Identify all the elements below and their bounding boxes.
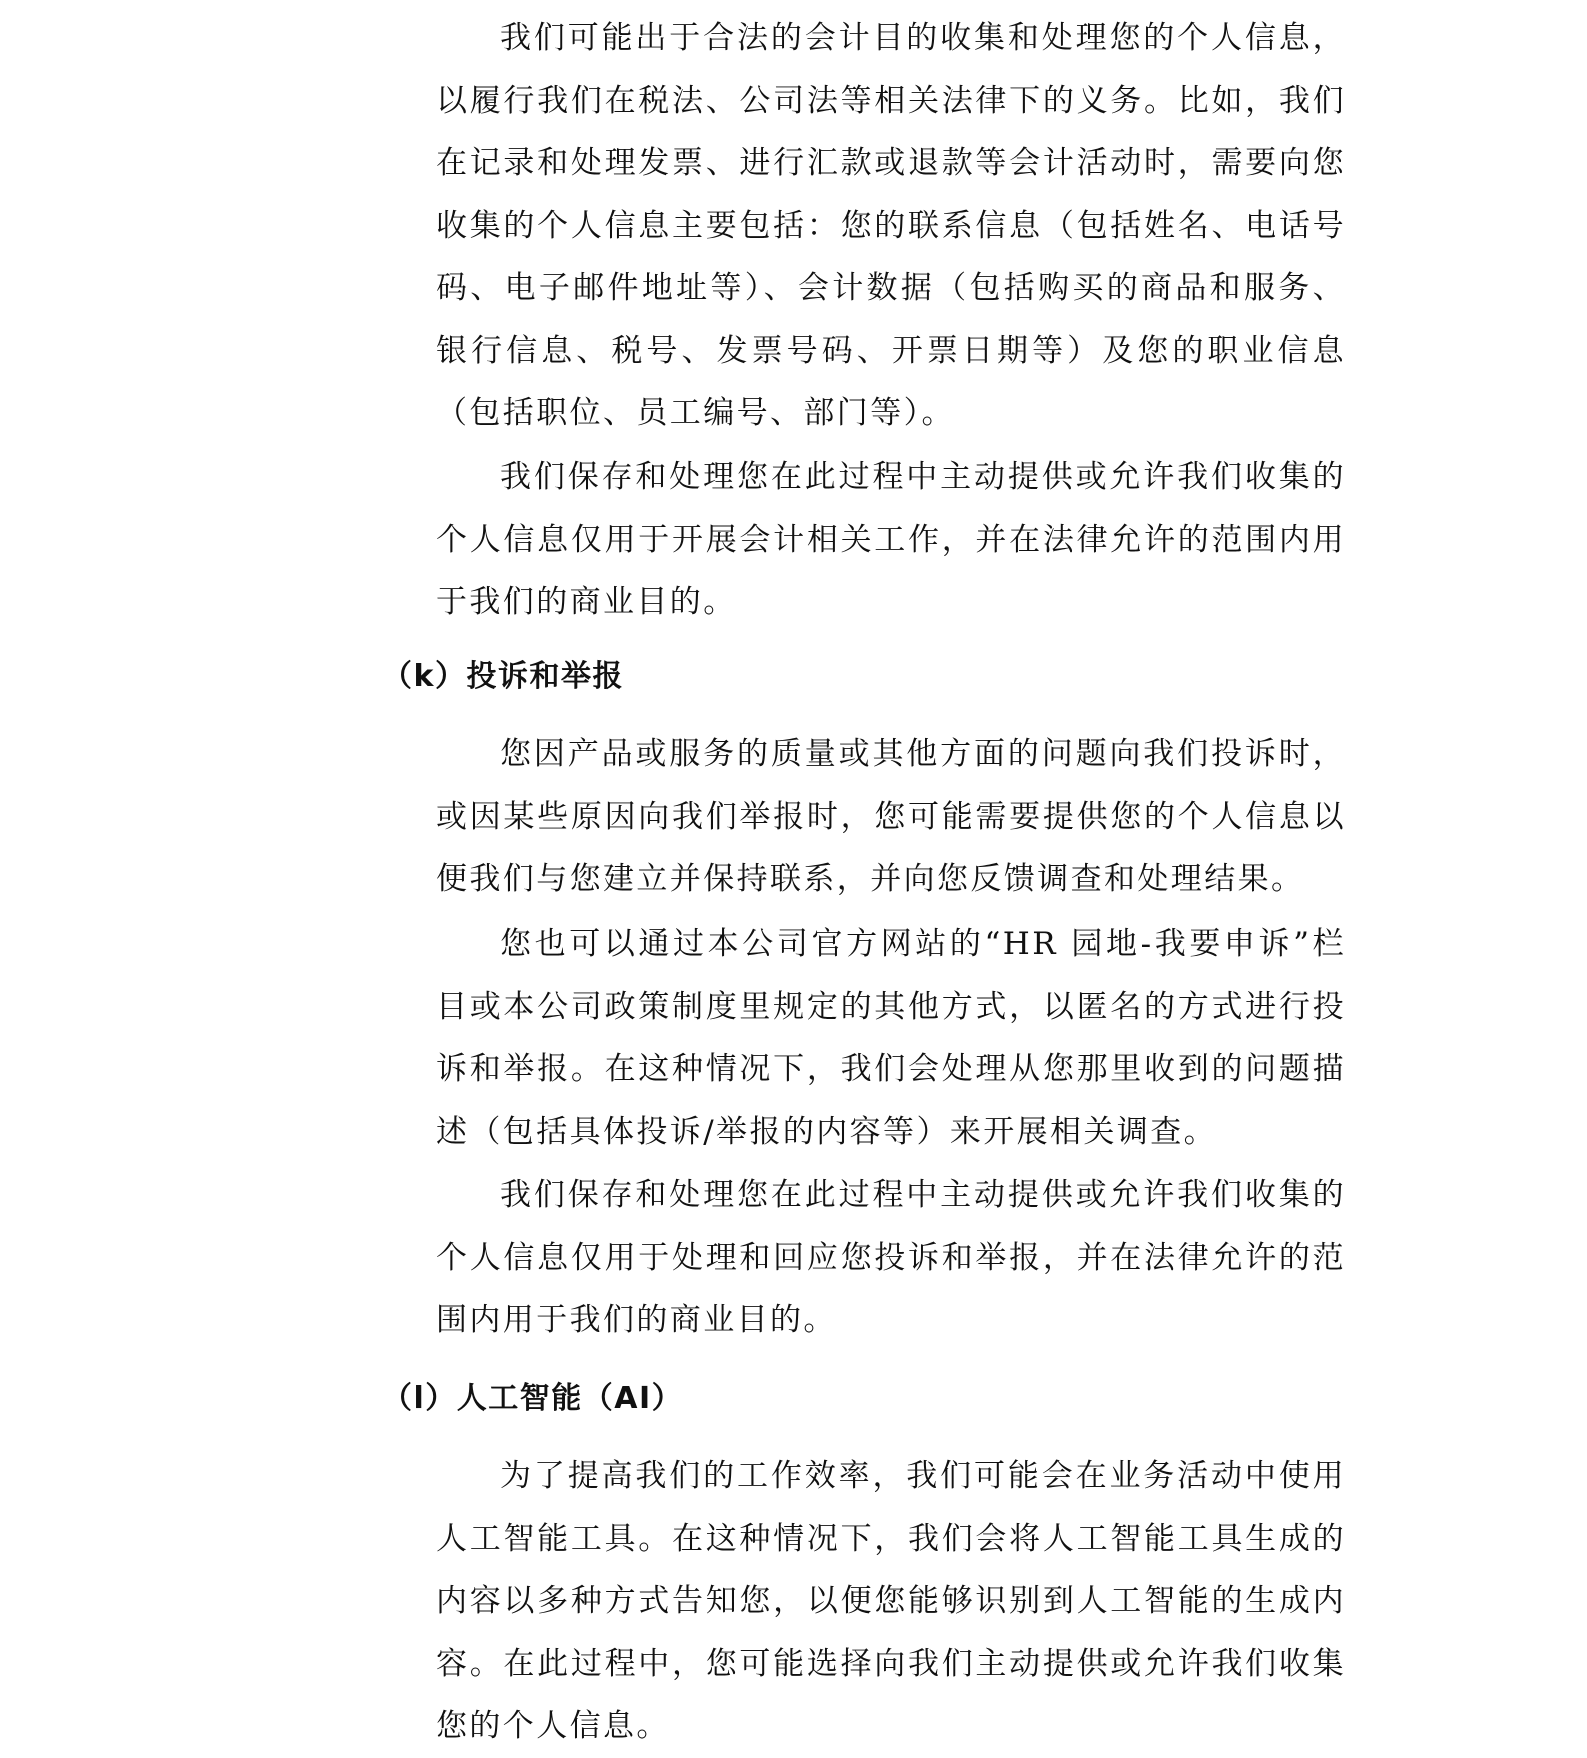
paragraph-ai-tools: 为了提高我们的工作效率，我们可能会在业务活动中使用人工智能工具。在这种情况下，我们会将人工智能工具生成的内容以多种方式告知您，以便您能够识别到人工智能的生成内容。在此过程中，您可能选择向我们主动提供或允许我们收集您的个人信息。: [436, 1458, 1346, 1744]
paragraph-accounting-use: 我们保存和处理您在此过程中主动提供或允许我们收集的个人信息仅用于开展会计相关工作，并在法律允许的范围内用于我们的商业目的。: [436, 459, 1346, 620]
paragraph-accounting-purpose: 我们可能出于合法的会计目的收集和处理您的个人信息，以履行我们在税法、公司法等相关法律下的义务。比如，我们在记录和处理发票、进行汇款或退款等会计活动时，需要向您收集的个人信息主要包括：您的联系信息（包括姓名、电话号码、电子邮件地址等）、会计数据（包括购买的商品和服务、银行信息、税号、发票号码、开票日期等）及您的职业信息（包括职位、员工编号、部门等）。: [436, 20, 1346, 431]
paragraph-anonymous-report: 您也可以通过本公司官方网站的“HR 园地-我要申诉”栏目或本公司政策制度里规定的其他方式，以匿名的方式进行投诉和举报。在这种情况下，我们会处理从您那里收到的问题描述（包括具体投诉/举报的内容等）来开展相关调查。: [436, 926, 1346, 1150]
section-heading-ai: （l）人工智能（AI）: [382, 1381, 684, 1416]
paragraph-complaint-use: 我们保存和处理您在此过程中主动提供或允许我们收集的个人信息仅用于处理和回应您投诉和举报，并在法律允许的范围内用于我们的商业目的。: [436, 1177, 1346, 1338]
section-heading-complaints: （k）投诉和举报: [382, 659, 624, 694]
paragraph-complaint-contact: 您因产品或服务的质量或其他方面的问题向我们投诉时，或因某些原因向我们举报时，您可能需要提供您的个人信息以便我们与您建立并保持联系，并向您反馈调查和处理结果。: [436, 736, 1346, 897]
